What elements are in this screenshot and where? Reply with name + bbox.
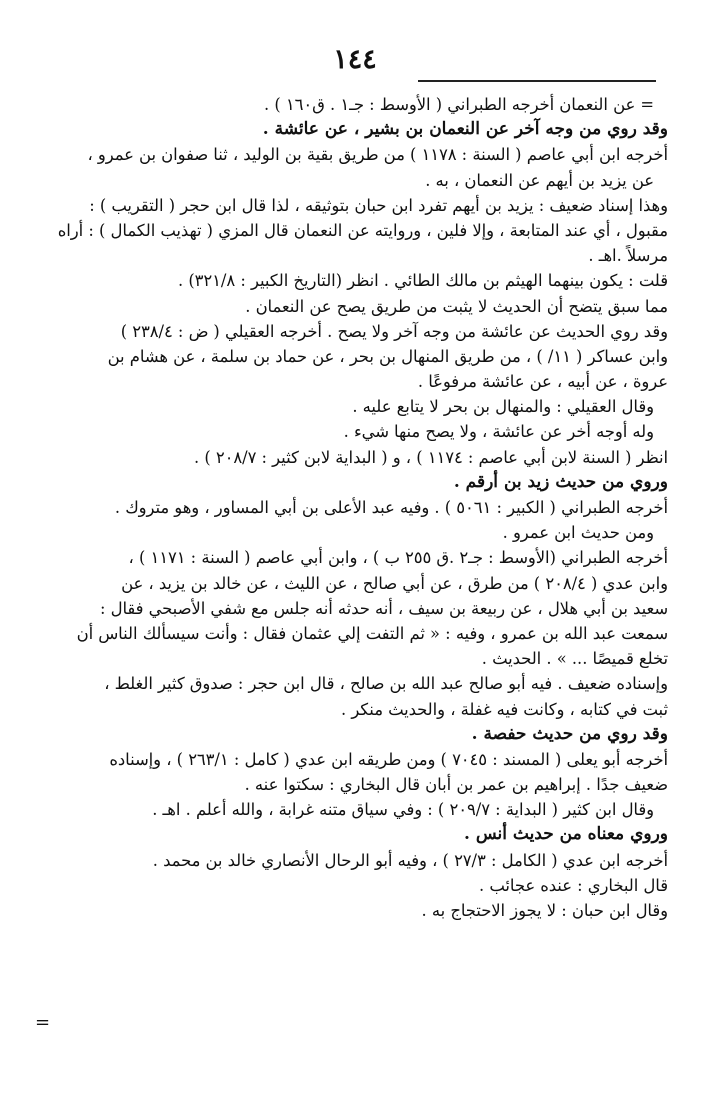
section-heading: وقد روي من وجه آخر عن النعمان بن بشير ، عن عائشة . [262, 119, 668, 140]
text-line: وابن عدي ( ٢٠٨/٤ ) من طرق ، عن أبي صالح ، عن الليث ، عن خالد بن يزيد ، عن [121, 573, 668, 593]
text-line: أخرجه ابن عدي ( الكامل : ٢٧/٣ ) ، وفيه أبو الرحال الأنصاري خالد بن محمد . [152, 850, 668, 870]
text-line: أخرجه الطبراني ( الكبير : ٥٠٦١ ) . وفيه عبد الأعلى بن أبي المساور ، وهو متروك . [114, 498, 668, 517]
text-line: سمعت عبد الله بن عمرو ، وفيه : « ثم التفت إلي عثمان فقال : وأنت سيسألك الناس أن [76, 623, 668, 643]
text-line: عروة ، عن أبيه ، عن عائشة مرفوعًا . [417, 372, 668, 392]
text-line: أخرجه ابن أبي عاصم ( السنة : ١١٧٨ ) من طريق بقية بن الوليد ، ثنا صفوان بن عمرو ، [87, 145, 668, 165]
continuation-mark: = [35, 1012, 51, 1033]
section-heading: وروي معناه من حديث أنس . [464, 824, 668, 845]
page-number: ١٤٤ [333, 44, 377, 75]
text-line: تخلع قميصًا ... » . الحديث . [481, 649, 668, 669]
text-line: وقد روي الحديث عن عائشة من وجه آخر ولا يصح . أخرجه العقيلي ( ض : ٢٣٨/٤ ) [120, 321, 668, 341]
text-line: سعيد بن أبي هلال ، عن ربيعة بن سيف ، أنه حدثه أنه جلس مع شفي الأصبحي فقال : [99, 598, 668, 618]
text-line: وإسناده ضعيف . فيه أبو صالح عبد الله بن صالح ، قال ابن حجر : صدوق كثير الغلط ، [104, 674, 668, 694]
text-line: ثبت في كتابه ، وكانت فيه غفلة ، والحديث منكر . [340, 699, 668, 719]
text-line: وقال العقيلي : والمنهال بن بحر لا يتابع عليه . [352, 397, 654, 417]
text-line: وله أوجه أخر عن عائشة ، ولا يصح منها شيء . [343, 422, 654, 442]
body-text [38, 92, 668, 923]
text-line: أخرجه أبو يعلى ( المسند : ٧٠٤٥ ) ومن طريقه ابن عدي ( كامل : ٢٦٣/١ ) ، وإسناده [109, 749, 668, 769]
text-line: مرسلاً .اهـ . [588, 246, 668, 266]
text-line: انظر ( السنة لابن أبي عاصم : ١١٧٤ ) ، و ( البداية لابن كثير : ٢٠٨/٧ ) . [193, 447, 668, 467]
section-heading: وروي من حديث زيد بن أرقم . [453, 471, 668, 492]
text-line: مما سبق يتضح أن الحديث لا يثبت من طريق يصح عن النعمان . [245, 296, 668, 316]
text-line: مقبول ، أي عند المتابعة ، وإلا فلين ، وروايته عن النعمان قال المزي ( تهذيب الكمال ) : أراه [57, 220, 668, 240]
text-line: قلت : يكون بينهما الهيثم بن مالك الطائي . انظر (التاريخ الكبير : ٣٢١/٨) . [177, 271, 668, 291]
text-line: أخرجه الطبراني (الأوسط : جـ٢ .ق ٢٥٥ ب ) ، وابن أبي عاصم ( السنة : ١١٧١ ) ، [128, 548, 668, 568]
text-line: وقال ابن كثير ( البداية : ٢٠٩/٧ ) : وفي سياق متنه غرابة ، والله أعلم . اهـ . [152, 800, 654, 820]
header-rule [418, 80, 656, 82]
text-line: ضعيف جدًا . إبراهيم بن عمر بن أبان قال البخاري : سكتوا عنه . [244, 775, 668, 795]
text-line: قال البخاري : عنده عجائب . [479, 875, 668, 895]
text-line: = عن النعمان أخرجه الطبراني ( الأوسط : جـ١ . ق١٦٠ ) . [264, 95, 654, 114]
text-line: وهذا إسناد ضعيف : يزيد بن أيهم تفرد ابن حبان بتوثيقه ، لذا قال ابن حجر ( التقريب ) : [89, 195, 668, 215]
text-line: وابن عساكر ( ١١/ ) ، من طريق المنهال بن بحر ، عن حماد بن سلمة ، عن هشام بن [107, 346, 668, 366]
section-heading: وقد روي من حديث حفصة . [471, 723, 668, 744]
text-line: عن يزيد بن أيهم عن النعمان ، به . [425, 170, 654, 190]
text-line: وقال ابن حبان : لا يجوز الاحتجاج به . [421, 901, 668, 920]
text-line: ومن حديث ابن عمرو . [502, 523, 654, 543]
